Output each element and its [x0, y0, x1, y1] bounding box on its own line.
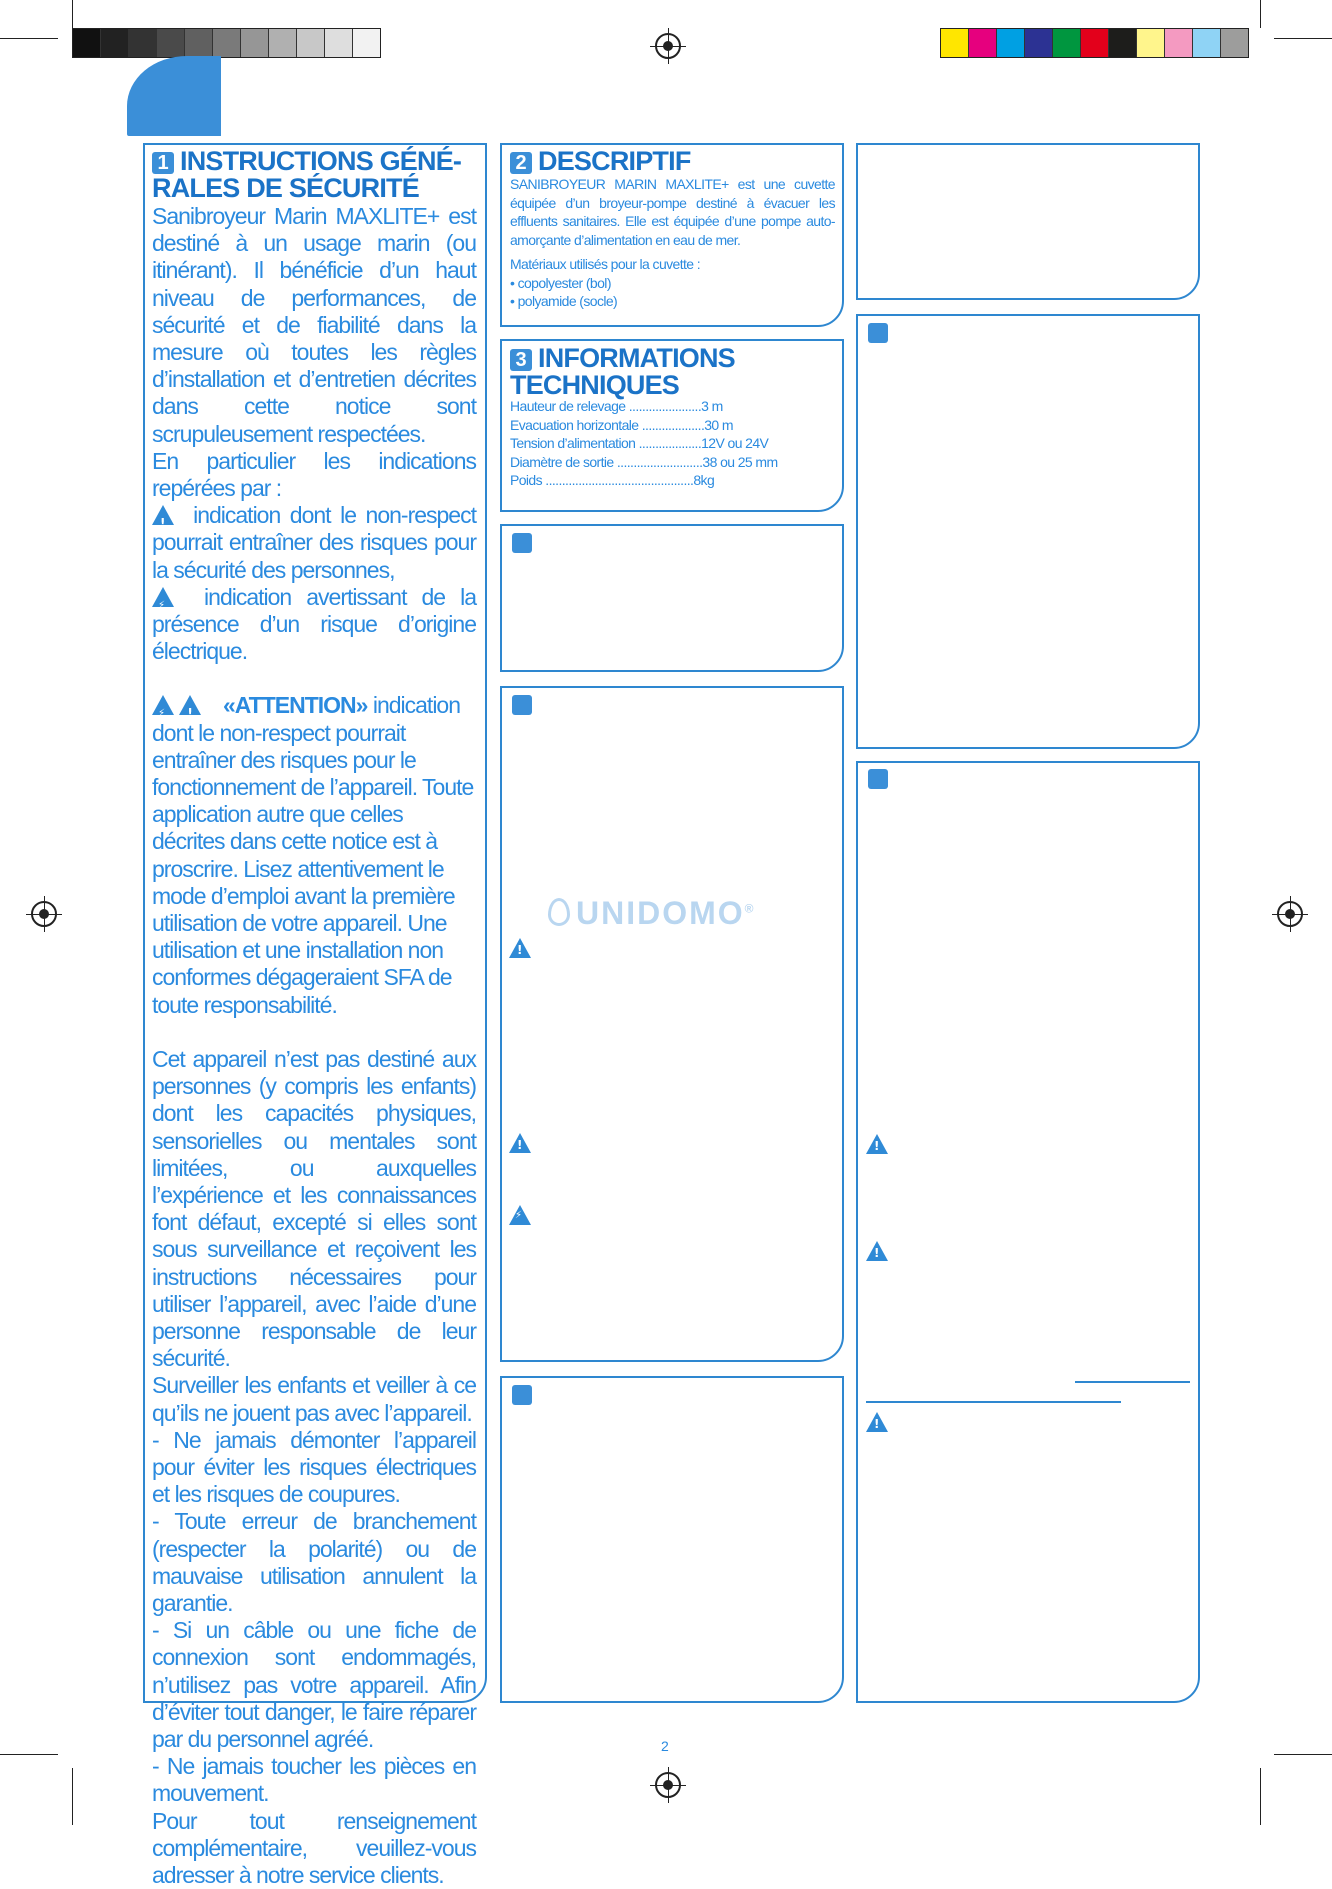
- empty-section-box: [856, 314, 1200, 749]
- registration-mark-bottom: [655, 1772, 681, 1798]
- page-number: 2: [661, 1738, 669, 1754]
- title-line: TECHNIQUES: [510, 370, 680, 400]
- spec-value: 38 ou 25 mm: [702, 453, 778, 470]
- spec-row: [510, 453, 830, 472]
- warning-triangle-icon: [866, 1241, 888, 1264]
- section-safety-title: [152, 148, 482, 202]
- empty-section-box: [500, 686, 844, 1362]
- spec-label: Hauteur de relevage ......................: [510, 398, 702, 414]
- title-line: INFORMATIONS: [538, 343, 735, 373]
- warning-triangle-icon: [509, 938, 531, 961]
- warning-triangle-icon: [866, 1134, 888, 1157]
- title-line: RALES DE SÉCURITÉ: [152, 173, 419, 203]
- crop-mark: [72, 1768, 73, 1825]
- description-paragraph: SANIBROYEUR MARIN MAXLITE+ est une cuvette équipée d’un broyeur-pompe destiné à évacuer les effluents sanitaires. Elle est équipée d’une pompe auto-amorçante d’alimentation en eau de mer.: [510, 176, 835, 248]
- safety-contact-paragraph: Pour tout renseignement complémentaire, veuillez-vous adresser à notre service clients.: [152, 1807, 476, 1888]
- spec-label: Diamètre de sortie ..........................: [510, 453, 703, 470]
- safety-moving-parts-paragraph: - Ne jamais toucher les pièces en mouvement.: [152, 1753, 476, 1807]
- section-safety-text: [152, 203, 476, 1889]
- link-underline: [866, 1401, 1121, 1403]
- electric-warning-icon: [152, 695, 174, 715]
- spec-label: Evacuation horizontale ...................: [510, 416, 705, 433]
- safety-intro-paragraph: Sanibroyeur Marin MAXLITE+ est destiné à un usage marin (ou itinérant). Il bénéficie d’un haut niveau de performances, de sécurité et de fiabilité dans la mesure où toutes les règles d’installation et d’entretien décrites dans cette notice sont scrupuleusement respectées.: [152, 203, 476, 447]
- safety-dismantle-paragraph: - Ne jamais démonter l’appareil pour éviter les risques électriques et les risques de coupures.: [152, 1426, 476, 1508]
- spec-label: Poids .............................................: [510, 472, 694, 488]
- electric-warning-icon: [509, 1205, 531, 1228]
- section-number-badge: 1: [152, 152, 174, 174]
- section-number-badge: 3: [510, 349, 532, 371]
- spec-value: 30 m: [704, 416, 733, 433]
- empty-section-box: [500, 524, 844, 672]
- section-description-title: [510, 148, 691, 175]
- warning-electric-text: indication avertissant de la présence d’un risque d’origine électrique.: [152, 583, 476, 665]
- attention-paragraph: [152, 692, 476, 1018]
- section-marker-square: [868, 323, 888, 343]
- title-line: INSTRUCTIONS GÉNÉ-: [180, 146, 462, 176]
- electric-warning-icon: [152, 587, 174, 607]
- registration-mark-left: [31, 901, 57, 927]
- attention-label: «ATTENTION»: [222, 692, 368, 719]
- technical-specs-table: [510, 397, 830, 490]
- safety-cable-paragraph: - Si un câble ou une fiche de connexion sont endommagés, n’utilisez pas votre appareil. Afin d’éviter tout danger, le faire réparer par du personnel agréé.: [152, 1617, 476, 1752]
- spec-row: [510, 416, 830, 435]
- warning-triangle-icon: [866, 1412, 888, 1435]
- crop-mark: [1260, 0, 1261, 28]
- link-underline: [1075, 1381, 1190, 1383]
- unidomo-watermark-logo: [548, 895, 756, 932]
- warning-electric-item: [152, 584, 476, 666]
- crop-mark: [0, 38, 58, 39]
- language-tab: [127, 56, 221, 136]
- warning-personal-item: [152, 502, 476, 584]
- crop-mark: [1274, 1754, 1332, 1755]
- section-number-badge: 2: [510, 152, 532, 174]
- spec-row: [510, 397, 830, 416]
- spec-row: [510, 434, 830, 453]
- section-description-text: [510, 175, 835, 311]
- process-color-bar: [940, 28, 1249, 58]
- warning-triangle-icon: [179, 695, 201, 715]
- spec-value: 3 m: [701, 398, 723, 414]
- safety-indications-paragraph: En particulier les indications repérées par :: [152, 447, 476, 502]
- warning-personal-text: indication dont le non-respect pourrait entraîner des risques pour la sécurité des personnes,: [152, 502, 476, 583]
- crop-mark: [1260, 1768, 1261, 1825]
- materials-intro: Matériaux utilisés pour la cuvette :: [510, 256, 701, 272]
- drop-icon: [548, 898, 570, 926]
- warning-triangle-icon: [152, 505, 174, 525]
- grayscale-color-bar: [72, 28, 381, 58]
- warning-triangle-icon: [509, 1133, 531, 1156]
- spec-value: 8kg: [693, 472, 715, 488]
- empty-section-box: [500, 1376, 844, 1703]
- material-item: • copolyester (bol): [510, 274, 611, 291]
- registration-mark-right: [1277, 901, 1303, 927]
- watermark-brand: UNIDOMO: [576, 895, 745, 931]
- section-marker-square: [868, 769, 888, 789]
- registration-mark-top: [655, 33, 681, 59]
- section-marker-square: [512, 533, 532, 553]
- crop-mark: [72, 0, 73, 28]
- safety-wiring-paragraph: - Toute erreur de branchement (respecter la polarité) ou de mauvaise utilisation annulent la garantie.: [152, 1508, 476, 1616]
- attention-text: indication dont le non-respect pourrait entraîner des risques pour le fonctionnement de l’appareil. Toute application autre que celles décrites dans cette notice est à proscrire. Lisez attentivement le mode d’emploi avant la première utilisation de votre appareil. Une utilisation et une installation non conformes dégageraient SFA de toute responsabilité.: [152, 692, 474, 1018]
- empty-section-box: [856, 143, 1200, 300]
- title-line: DESCRIPTIF: [538, 146, 691, 176]
- safety-children-paragraph: Surveiller les enfants et veiller à ce qu’ils ne jouent pas avec l’appareil.: [152, 1372, 476, 1426]
- spec-row: [510, 471, 830, 490]
- section-marker-square: [512, 1385, 532, 1405]
- empty-section-box: [856, 761, 1200, 1703]
- section-marker-square: [512, 695, 532, 715]
- safety-persons-paragraph: Cet appareil n’est pas destiné aux personnes (y compris les enfants) dont les capacités physiques, sensorielles ou mentales sont limitées, ou auxquelles l’expérience et les connaissances font défaut, excepté si elles sont sous surveillance et reçoivent les instructions nécessaires pour utiliser l’appareil, avec l’aide d’une personne responsable de leur sécurité.: [152, 1045, 476, 1372]
- spec-label: Tension d’alimentation ...................: [510, 435, 702, 451]
- spec-value: 12V ou 24V: [701, 435, 769, 451]
- section-technical-title: [510, 345, 735, 399]
- watermark-registered-mark: ®: [744, 901, 756, 916]
- crop-mark: [0, 1754, 58, 1755]
- material-item: • polyamide (socle): [510, 293, 618, 309]
- crop-mark: [1274, 38, 1332, 39]
